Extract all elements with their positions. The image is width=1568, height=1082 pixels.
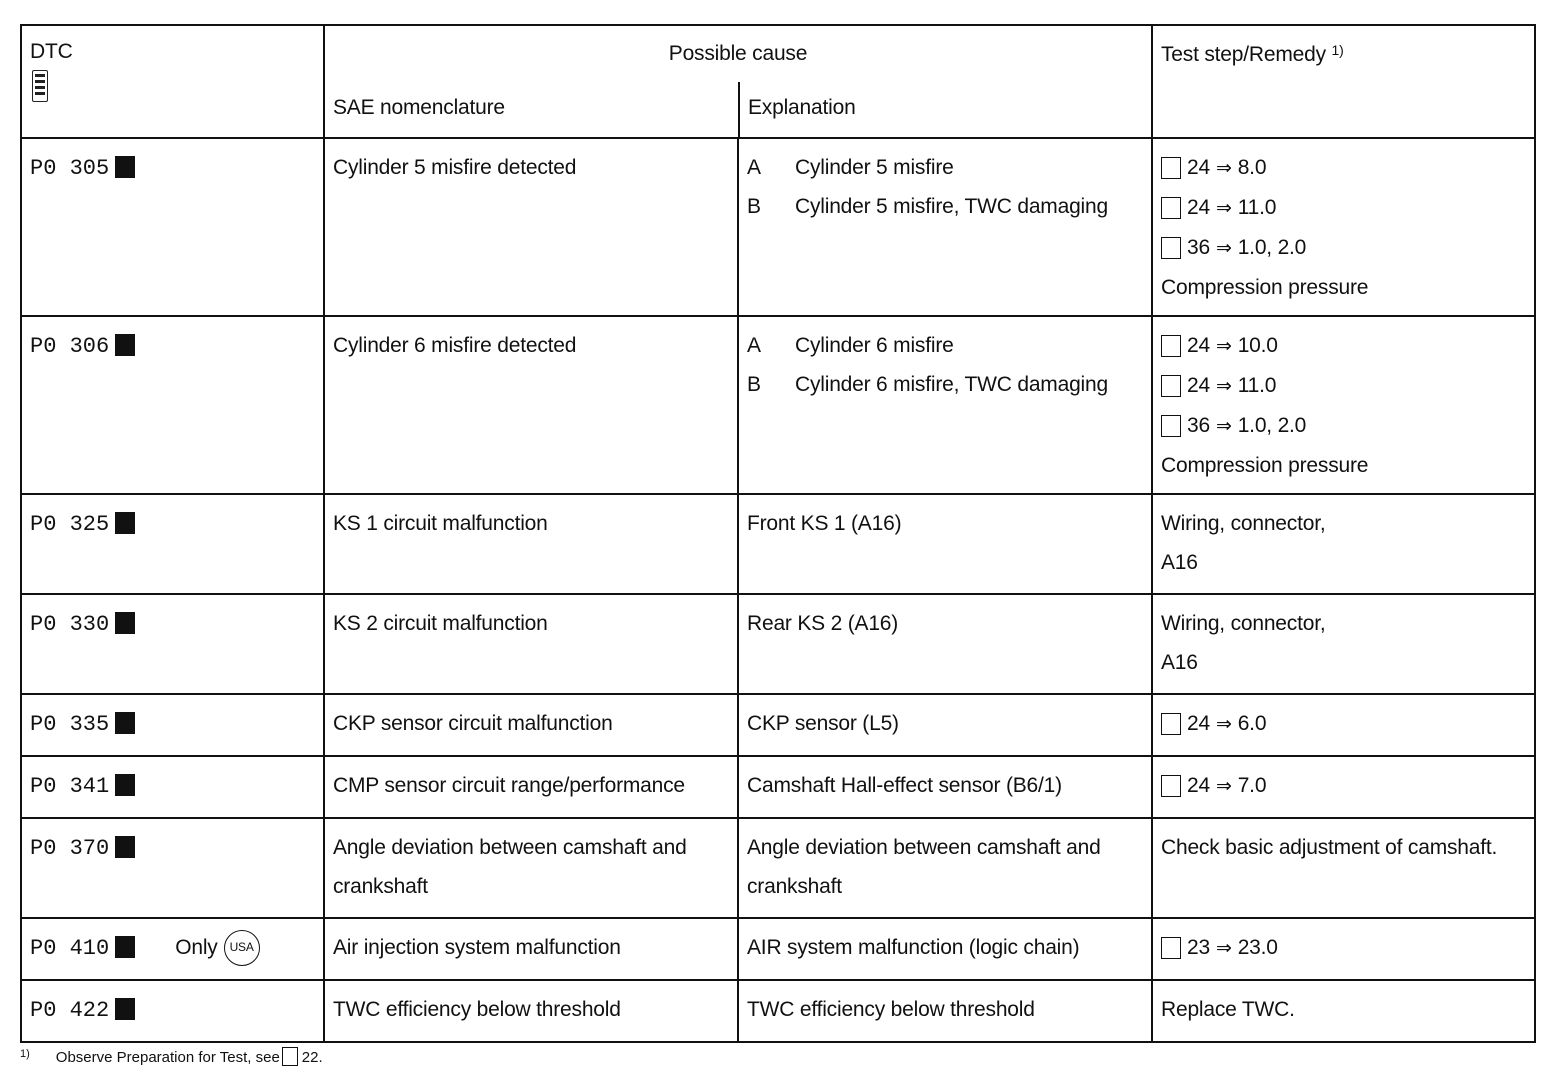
explanation-text: Cylinder 6 misfire, TWC damaging [795,373,1108,396]
sae-nomenclature: Angle deviation between camshaft and crankshaft [333,836,687,898]
sae-nomenclature: Air injection system malfunction [333,936,621,959]
remedy-text: Wiring, connector, A16 [1161,512,1326,574]
step-ref: 23 [1187,936,1210,959]
explanation-text: CKP sensor (L5) [747,712,899,735]
test-step-cell [1152,594,1535,694]
explanation-cell [738,756,1152,818]
arrow-right-icon: ⇒ [1215,415,1232,437]
explanation-cell [738,818,1152,918]
sae-nomenclature-cell [324,818,738,918]
test-step-cell [1152,918,1535,980]
explanation-line [747,365,1143,404]
page-ref-icon [1161,197,1181,219]
sae-nomenclature: CKP sensor circuit malfunction [333,712,613,735]
dtc-cell [21,756,324,818]
remedy-text: Compression pressure [1161,454,1369,477]
table-row [21,594,1535,694]
remedy-text: Replace TWC. [1161,998,1295,1021]
table-row [21,138,1535,316]
step-target: 8.0 [1237,156,1267,179]
table-row [21,316,1535,494]
dtc-code: P0 305 [30,156,110,181]
explanation-letter: B [747,373,761,396]
sae-nomenclature: Cylinder 6 misfire detected [333,334,577,357]
dtc-cell [21,316,324,494]
header-dtc-label: DTC [30,40,73,63]
explanation-cell [738,694,1152,756]
test-step-cell [1152,694,1535,756]
table-row [21,756,1535,818]
explanation-text: Cylinder 5 misfire, TWC damaging [795,195,1108,218]
header-possible-cause [324,25,1152,138]
step-target: 10.0 [1237,334,1278,357]
dtc-cell [21,818,324,918]
step-target: 23.0 [1237,936,1278,959]
test-step-link[interactable] [1161,704,1526,744]
dtc-code: P0 410 [30,936,110,961]
remedy-text: Compression pressure [1161,276,1369,299]
step-ref: 24 [1187,156,1210,179]
explanation-letter: A [747,156,761,179]
header-dtc [21,25,324,138]
footnote-ref: 1) [1331,42,1344,58]
dtc-cell [21,494,324,594]
table-row [21,980,1535,1042]
footnote [20,1044,323,1068]
mil-indicator-icon [115,334,135,356]
explanation-text: Rear KS 2 (A16) [747,612,899,635]
footnote-text: Observe Preparation for Test, see [55,1049,280,1066]
table-row [21,694,1535,756]
dtc-cell [21,980,324,1042]
test-step-cell [1152,138,1535,316]
test-step-cell [1152,756,1535,818]
explanation-text: Angle deviation between camshaft and crankshaft [747,836,1101,898]
arrow-right-icon: ⇒ [1215,335,1232,357]
step-target: 11.0 [1237,196,1277,219]
page-ref-icon [1161,775,1181,797]
header-possible-cause-label: Possible cause [668,42,808,65]
dtc-code: P0 370 [30,836,110,861]
mil-indicator-icon [115,512,135,534]
sae-nomenclature: CMP sensor circuit range/performance [333,774,685,797]
test-step-link[interactable] [1161,326,1526,366]
step-ref: 36 [1187,414,1210,437]
dtc-table [20,24,1536,1043]
step-target: 1.0, 2.0 [1237,236,1307,259]
explanation-text: Front KS 1 (A16) [747,512,902,535]
test-step-link[interactable] [1161,228,1526,268]
dtc-code: P0 422 [30,998,110,1023]
table-row [21,918,1535,980]
explanation-cell [738,138,1152,316]
explanation-letter: A [747,334,761,357]
mil-indicator-icon [115,774,135,796]
sae-nomenclature-cell [324,494,738,594]
mil-indicator-icon [115,998,135,1020]
explanation-text: TWC efficiency below threshold [747,998,1035,1021]
explanation-cell [738,316,1152,494]
header-test-step [1152,25,1535,138]
mil-indicator-icon [115,936,135,958]
dtc-code: P0 306 [30,334,110,359]
page-ref-icon [1161,713,1181,735]
test-step-cell [1152,316,1535,494]
sae-nomenclature-cell [324,694,738,756]
explanation-text: Cylinder 5 misfire [795,156,954,179]
arrow-right-icon: ⇒ [1215,237,1232,259]
page-ref-icon [1161,237,1181,259]
explanation-cell [738,980,1152,1042]
step-target: 11.0 [1237,374,1277,397]
test-step-link[interactable] [1161,188,1526,228]
test-step-cell [1152,818,1535,918]
sae-nomenclature-cell [324,138,738,316]
explanation-text: Camshaft Hall-effect sensor (B6/1) [747,774,1062,797]
test-step-cell [1152,494,1535,594]
sae-nomenclature-cell [324,756,738,818]
arrow-right-icon: ⇒ [1215,197,1232,219]
sae-nomenclature: KS 2 circuit malfunction [333,612,548,635]
header-divider [738,82,740,137]
arrow-right-icon: ⇒ [1215,775,1232,797]
dtc-cell [21,918,324,980]
dtc-cell [21,138,324,316]
footnote-mark: 1) [20,1048,30,1060]
page-ref-icon [1161,335,1181,357]
arrow-right-icon: ⇒ [1215,713,1232,735]
arrow-right-icon: ⇒ [1215,375,1232,397]
dtc-code: P0 330 [30,612,110,637]
sae-nomenclature: KS 1 circuit malfunction [333,512,548,535]
arrow-right-icon: ⇒ [1215,157,1232,179]
page-ref-icon [1161,937,1181,959]
dtc-code: P0 325 [30,512,110,537]
step-ref: 24 [1187,774,1210,797]
sae-nomenclature-cell [324,316,738,494]
table-body [21,138,1535,1042]
mil-indicator-icon [115,836,135,858]
usa-badge-icon: USA [224,930,260,966]
explanation-text: Cylinder 6 misfire [795,334,954,357]
page-ref-icon [282,1047,298,1066]
page-ref-icon [1161,157,1181,179]
explanation-letter: B [747,195,761,218]
step-ref: 24 [1187,334,1210,357]
header-sae-nomenclature: SAE nomenclature [333,96,505,119]
remedy-text: Wiring, connector, A16 [1161,612,1326,674]
region-note: Only [175,936,218,959]
control-unit-icon [32,70,48,102]
step-target: 6.0 [1237,712,1267,735]
footnote-ref-value: 22. [301,1049,323,1066]
step-target: 7.0 [1237,774,1267,797]
test-step-link[interactable] [1161,406,1526,446]
sae-nomenclature-cell [324,980,738,1042]
sae-nomenclature: Cylinder 5 misfire detected [333,156,577,179]
mil-indicator-icon [115,156,135,178]
table-header-row [21,25,1535,138]
explanation-line [747,326,1143,365]
sae-nomenclature-cell [324,594,738,694]
dtc-code: P0 341 [30,774,110,799]
header-test-step-label: Test step/Remedy $^{1)}$ [1161,42,1344,66]
test-step-link[interactable] [1161,148,1526,188]
mil-indicator-icon [115,712,135,734]
dtc-cell [21,594,324,694]
explanation-line [747,148,1143,187]
test-step-link[interactable] [1161,928,1526,968]
table-row [21,494,1535,594]
explanation-cell [738,594,1152,694]
explanation-text: AIR system malfunction (logic chain) [747,936,1080,959]
step-ref: 24 [1187,374,1210,397]
sae-nomenclature-cell [324,918,738,980]
step-target: 1.0, 2.0 [1237,414,1307,437]
test-step-link[interactable] [1161,366,1526,406]
mil-indicator-icon [115,612,135,634]
arrow-right-icon: ⇒ [1215,937,1232,959]
explanation-line [747,187,1143,226]
test-step-link[interactable] [1161,766,1526,806]
dtc-code: P0 335 [30,712,110,737]
table-row [21,818,1535,918]
step-ref: 24 [1187,196,1210,219]
test-step-cell [1152,980,1535,1042]
explanation-cell [738,918,1152,980]
remedy-text: Check basic adjustment of camshaft. [1161,836,1498,859]
header-explanation: Explanation [748,96,856,119]
explanation-cell [738,494,1152,594]
dtc-cell [21,694,324,756]
page-ref-icon [1161,375,1181,397]
step-ref: 24 [1187,712,1210,735]
page-ref-icon [1161,415,1181,437]
step-ref: 36 [1187,236,1210,259]
sae-nomenclature: TWC efficiency below threshold [333,998,621,1021]
